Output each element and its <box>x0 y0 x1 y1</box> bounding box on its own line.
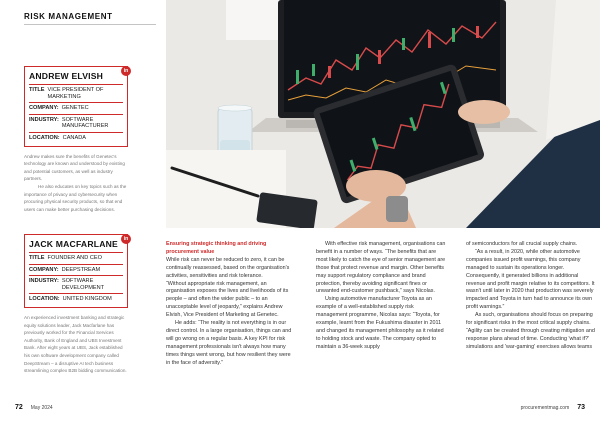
subheading: Ensuring strategic thinking and driving procurement value <box>166 241 267 255</box>
field-key: COMPANY: <box>29 266 59 273</box>
article-column-2 <box>316 241 446 352</box>
profile-industry-row <box>29 275 123 293</box>
article-paragraph: “As a result, in 2020, while other automotive companies issued profit warnings, this company managed to sustain its operations longer. Consequently, it generated billions in additional revenue and profit margin relative to its competitors. It wasn't until later in 2020 that production was severely impacted and Toyota in turn had to announce its own profit warnings.” <box>466 248 595 311</box>
bio-paragraph: Andrew makes sure the benefits of Genetec's technology are known and understood by existing and potential customers, as well as industry partners. <box>24 153 125 182</box>
field-key: TITLE <box>29 255 45 261</box>
field-key: COMPANY: <box>29 105 59 112</box>
field-key: INDUSTRY: <box>29 116 59 123</box>
profile-bio <box>24 153 128 214</box>
field-value: FOUNDER AND CEO <box>47 255 102 261</box>
article-paragraph: of semiconductors for all crucial supply chains. <box>466 241 578 247</box>
field-value: SOFTWARE MANUFACTURER <box>61 116 109 130</box>
profile-bio <box>24 314 128 375</box>
bio-paragraph: He also educates on key topics such as the importance of privacy and cybersecurity when procuring physical security products, so that end users can make better purchasing decisions. <box>24 183 127 212</box>
article-paragraph: He adds: “The reality is not everything is in our direct control. In a large organisation, things can and will go wrong on a regular basis. A key KPI for risk management professionals isn't always how many times things went wrong, but how resilient they were in the face of adversity.” <box>166 320 292 366</box>
profile-company-row <box>29 264 123 276</box>
field-value: SOFTWARE DEVELOPMENT <box>61 278 105 291</box>
profile-title-row <box>29 252 123 264</box>
profile-location-row <box>29 293 123 305</box>
profile-name: JACK MACFARLANE <box>29 239 118 249</box>
article-paragraph: Using automotive manufacturer Toyota as an example of a well-established supply risk management programme, Nicolas says: “Toyota, for example, learnt from the Fukushima disaster in 2011 and changed its management philosophy as it related to holding stock and waste. The company opted to maintain a 36-week supply <box>316 296 444 350</box>
bio-paragraph: An experienced investment banking and strategic equity solutions leader, Jack Macfarlane has previously worked for the Financial Services Authority, Bank of England and UBS Investment Bank. After eight years at UBS, Jack established his own software development company called DeepStream – a disruptive AI tech business streamlining complex B2B bidding communication. <box>24 314 127 374</box>
footer-right <box>521 404 585 411</box>
linkedin-icon[interactable]: in <box>121 66 131 76</box>
profile-jack-macfarlane <box>24 234 128 375</box>
field-value: GENETEC <box>61 105 89 112</box>
field-key: LOCATION: <box>29 296 60 303</box>
article-paragraph: With effective risk management, organisations can benefit in a number of ways. “The benefits that are most likely to catch the eye of senior management are those that protect revenue and margin. Other benefits may support regulatory compliance and brand protection, thereby avoiding significant fines or unwanted end-customer pushback,” says Nicolas. <box>316 241 446 295</box>
article-column-3 <box>466 241 596 352</box>
page-number-left: 72 <box>15 404 23 411</box>
profile-card <box>24 66 128 147</box>
profile-andrew-elvish <box>24 66 128 213</box>
field-value: UNITED KINGDOM <box>62 296 112 303</box>
article-paragraph: As such, organisations should focus on preparing for significant risks in the most critical supply chains. “Agility can be created through creating mitigation and response plans ahead of time. Conducting 'what if?' simulations and 'war-gaming' exercises allows teams <box>466 312 595 350</box>
article-paragraph: “Without appropriate risk management, an organisation exposes the lives and livelihoods of its people – and often the wider public – to an unacceptable level of jeopardy,” explains Andrew Elvish, Vice President of Marketing at Genetec. <box>166 280 289 319</box>
hero-photo <box>166 0 600 228</box>
section-divider <box>24 24 156 25</box>
profile-name: ANDREW ELVISH <box>29 71 104 81</box>
article-paragraph: While risk can never be reduced to zero, it can be continually reassessed, based on the organisation's activities, sensitivities and risk tolerance. <box>166 256 290 279</box>
field-value: DEEPSTREAM <box>61 266 101 273</box>
field-key: LOCATION: <box>29 134 60 141</box>
field-key: INDUSTRY: <box>29 278 59 285</box>
article-column-1 <box>166 241 296 368</box>
issue-date: May 2024 <box>30 405 53 411</box>
linkedin-icon[interactable]: in <box>121 234 131 244</box>
field-value: CANADA <box>62 134 86 141</box>
site-url[interactable]: procurementmag.com <box>520 405 570 411</box>
profile-company-row <box>29 102 123 114</box>
profile-title-row <box>29 84 123 102</box>
field-value: VICE PRESIDENT OF MARKETING <box>47 87 104 100</box>
footer-left <box>15 404 53 411</box>
section-label: RISK MANAGEMENT <box>24 12 113 21</box>
profile-location-row <box>29 132 123 144</box>
profile-card <box>24 234 128 308</box>
field-key: TITLE <box>29 87 45 93</box>
page-number-right: 73 <box>577 404 585 411</box>
profile-industry-row <box>29 114 123 132</box>
